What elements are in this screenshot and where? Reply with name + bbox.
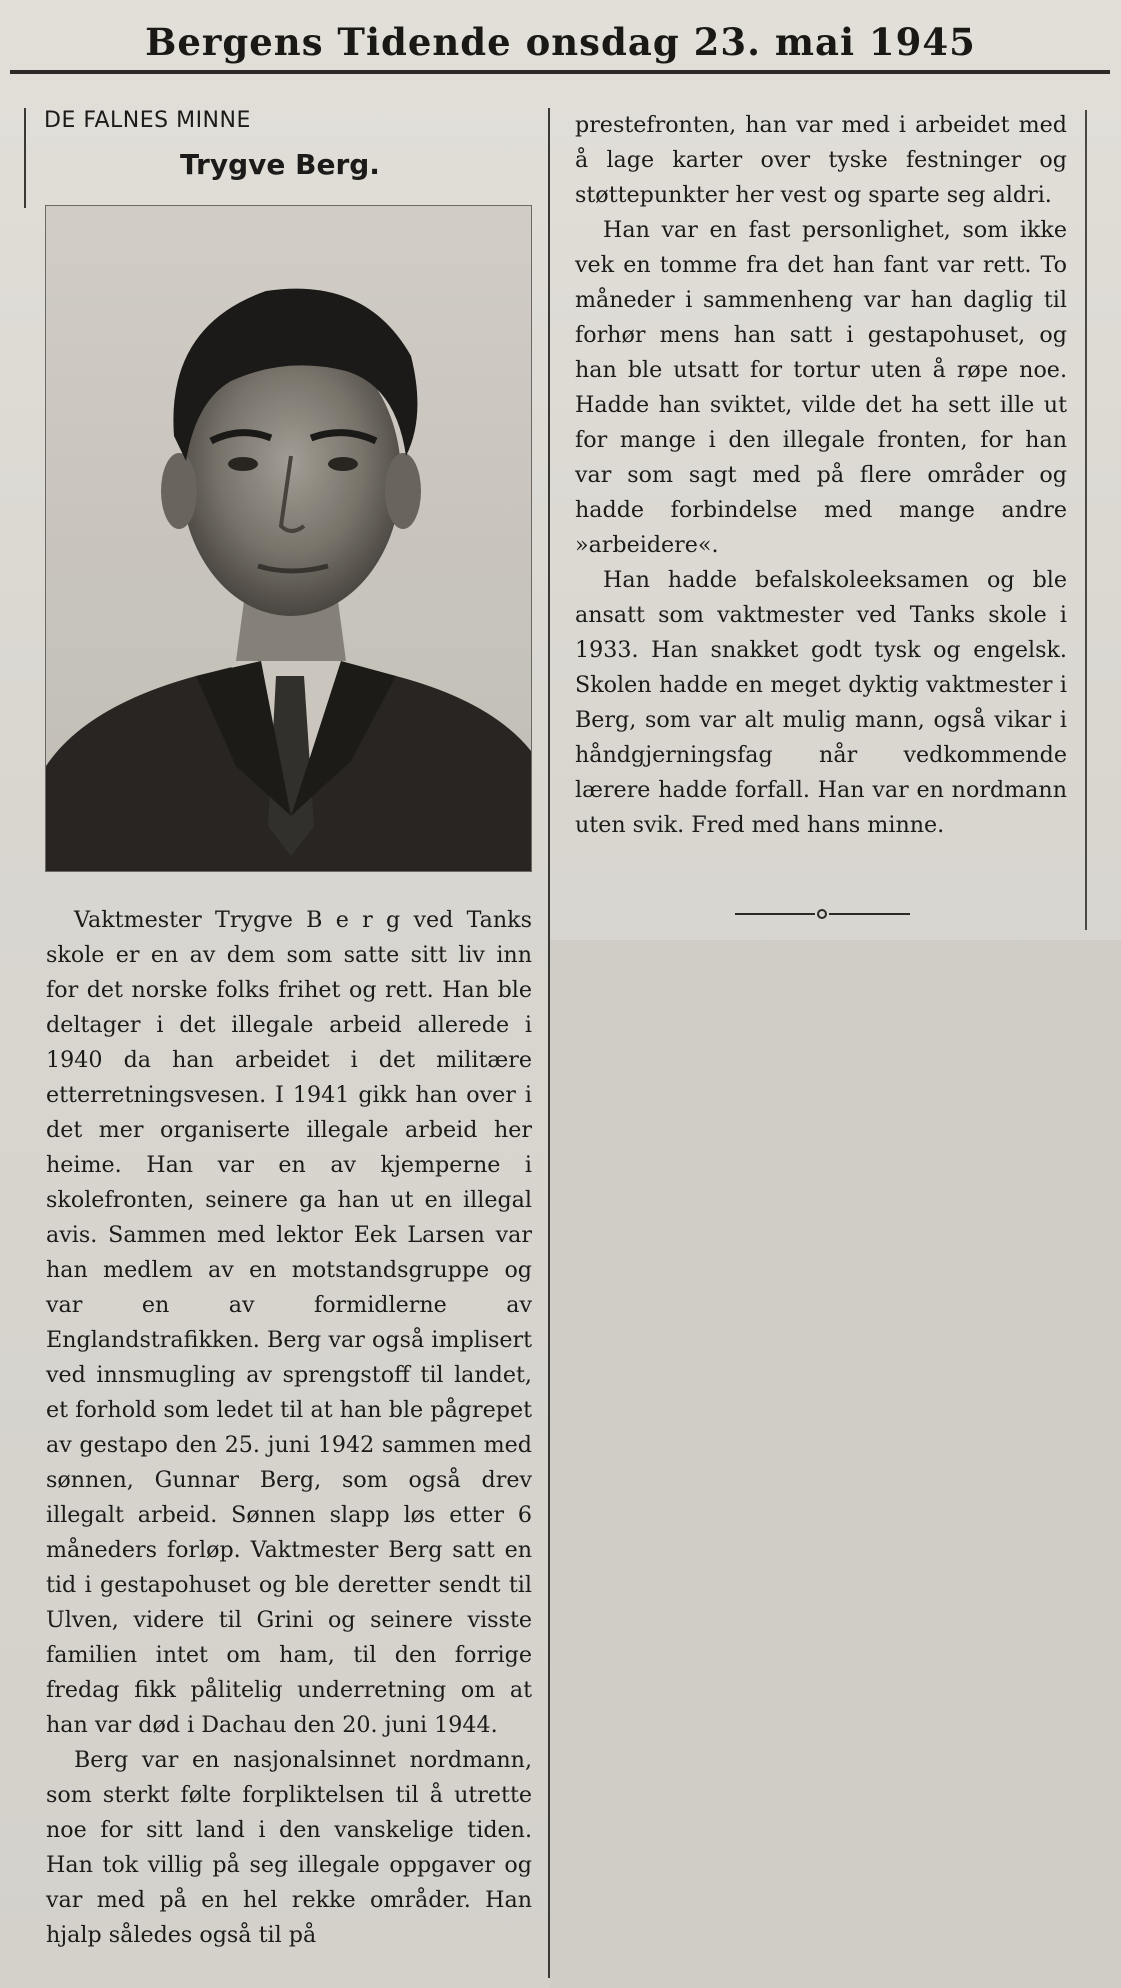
blank-paper-area — [550, 940, 1121, 1988]
portrait-illustration — [46, 206, 531, 871]
masthead — [0, 0, 1121, 72]
portrait-photo — [45, 205, 532, 872]
masthead-text: Bergens Tidende onsdag 23. mai 1945 — [145, 20, 976, 64]
paragraph: prestefronten, han var med i arbeidet med å lage karter over tyske festninger og støttepunkter her vest og sparte seg aldri. — [575, 112, 1067, 208]
end-ornament — [735, 908, 910, 920]
section-kicker: DE FALNES MINNE — [44, 108, 251, 133]
article-headline: Trygve Berg. — [180, 148, 380, 181]
left-column-rule — [24, 108, 26, 208]
masthead-rule — [10, 70, 1110, 74]
article-body-right — [575, 108, 1067, 843]
paragraph: Vaktmester Trygve B e r g ved Tanks skole er en av dem som satte sitt liv inn for det norske folks frihet og rett. Han ble deltager i det illegale arbeid allerede i 1940 da han arbeidet i det militære etterretningsvesen. I 1941 gikk han over i det mer organiserte illegale arbeid her heime. Han var en av kjemperne i skolefronten, seinere ga han ut en illegal avis. Sammen med lektor Eek Larsen var han medlem av en motstandsgruppe og var en av formidlerne av Englandstrafikken. Berg var også implisert ved innsmugling av sprengstoff til landet, et forhold som ledet til at han ble pågrepet av gestapo den 25. juni 1942 sammen med sønnen, Gunnar Berg, som også drev illegalt arbeid. Sønnen slapp løs etter 6 måneders forløp. Vaktmester Berg satt en tid i gestapohuset og ble deretter sendt til Ulven, videre til Grini og seinere visste familien intet om ham, til den forrige fredag fikk pålitelig underretning om at han var død i Dachau den 20. juni 1944. — [46, 907, 532, 1738]
right-column-rule — [1085, 110, 1087, 930]
paragraph: Han hadde befalskoleeksamen og ble ansatt som vaktmester ved Tanks skole i 1933. Han snakket godt tysk og engelsk. Skolen hadde en meget dyktig vaktmester i Berg, som var alt mulig mann, også vikar i håndgjerningsfag når vedkommende lærere hadde forfall. Han var en nordmann uten svik. Fred med hans minne. — [575, 567, 1067, 838]
paragraph: Berg var en nasjonalsinnet nordmann, som sterkt følte forpliktelsen til å utrette noe for sitt land i den vanskelige tiden. Han tok villig på seg illegale oppgaver og var med på en hel rekke områder. Han hjalp således også til på — [46, 1747, 532, 1948]
article-body-left — [46, 903, 532, 1953]
paragraph: Han var en fast personlighet, som ikke vek en tomme fra det han fant var rett. To måneder i sammenheng var han daglig til forhør mens han satt i gestapohuset, og han ble utsatt for tortur uten å røpe noe. Hadde han sviktet, vilde det ha sett ille ut for mange i den illegale fronten, for han var som sagt med på flere områder og hadde forbindelse med mange andre »arbeidere«. — [575, 217, 1067, 558]
